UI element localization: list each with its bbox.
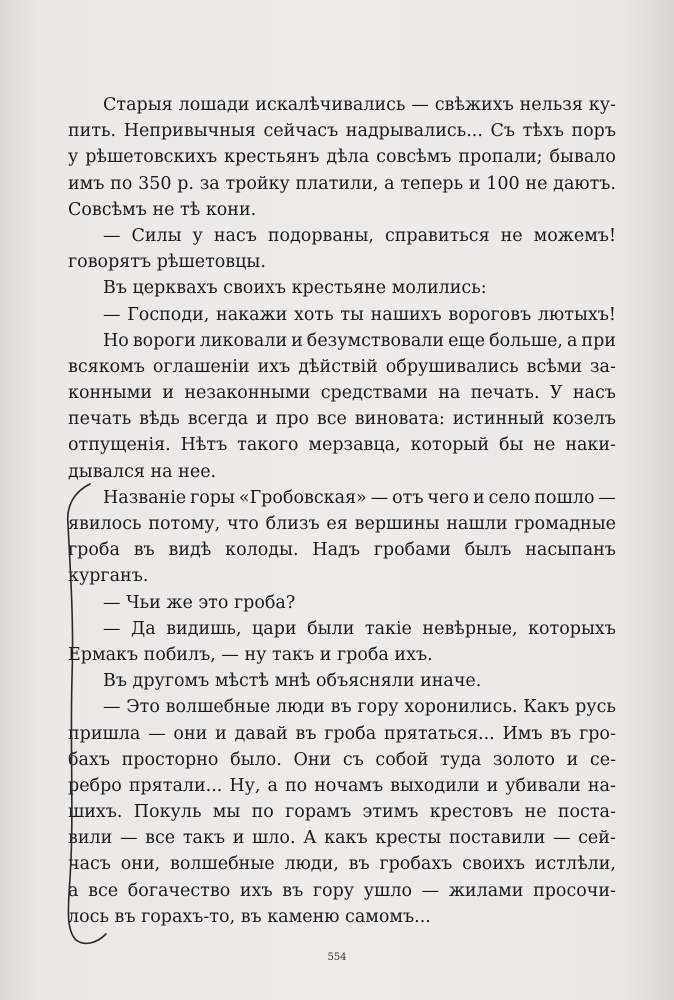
text-line: — Чьи же это гроба? xyxy=(103,592,296,613)
text-line: Въ церквахъ своихъ крестьяне молились: xyxy=(103,278,487,299)
text-line: а все богачество ихъ въ гору ушло — жилами просочи- xyxy=(68,880,616,901)
text-line: дывался на нее. xyxy=(68,461,217,482)
text-line: — Да видишь, цари были такіе невѣрные, которыхъ xyxy=(103,618,616,639)
text-line: — Господи, накажи хоть ты нашихъ вороговъ лютыхъ! xyxy=(103,304,616,325)
text-line: Названіе горы «Гробовская» — отъ чего и село пошло — xyxy=(103,487,616,508)
text-line: у рѣшетовскихъ крестьянъ дѣла совсѣмъ пропали; бывало xyxy=(68,147,616,168)
text-line: вили — все такъ и шло. А какъ кресты поставили — сей- xyxy=(68,828,616,849)
text-line: бахъ просторно было. Они съ собой туда золото и се- xyxy=(68,749,616,770)
text-line: Въ другомъ мѣстѣ мнѣ объясняли иначе. xyxy=(103,671,482,692)
text-line: конными и незаконными средствами на печать. У насъ xyxy=(68,383,616,404)
text-line: пришла — они и давай въ гроба прятаться... Имъ въ гро- xyxy=(68,723,616,744)
text-line: курганъ. xyxy=(68,566,149,587)
text-line: отпущенія. Нѣтъ такого мерзавца, который бы не наки- xyxy=(68,435,616,456)
text-line: всякомъ оглашеніи ихъ дѣйствій обрушивались всѣми за- xyxy=(68,356,616,377)
text-line: Старыя лошади искалѣчивались — свѣжихъ нельзя ку- xyxy=(103,95,616,115)
text-line: часъ они, волшебные люди, въ гробахъ своихъ истлѣли, xyxy=(68,854,616,875)
text-line: печать вѣдь всегда и про все виновата: истинный козелъ xyxy=(68,409,616,430)
text-line: ребро прятали... Ну, а по ночамъ выходили и убивали на- xyxy=(68,775,616,796)
text-line: явилось потому, что близъ ея вершины нашли громадные xyxy=(68,514,616,534)
text-line: лось въ горахъ-то, въ каменю самомъ... xyxy=(68,906,431,927)
text-line: — Это волшебные люди въ гору хоронились. Какъ русь xyxy=(103,697,616,718)
text-line: Совсѣмъ не тѣ кони. xyxy=(68,199,257,220)
text-line: гроба въ видѣ колоды. Надъ гробами былъ насыпанъ xyxy=(68,540,616,561)
text-line: имъ по 350 р. за тройку платили, а теперь и 100 не даютъ. xyxy=(68,173,616,194)
body-text xyxy=(68,92,616,930)
text-line: говорятъ рѣшетовцы. xyxy=(68,252,266,273)
page-number: 554 xyxy=(327,952,347,963)
text-line: Но вороги ликовали и безумствовали еще больше, а при xyxy=(103,330,616,351)
text-line: Ермакъ побилъ, — ну такъ и гроба ихъ. xyxy=(68,644,433,665)
text-line: пить. Непривычныя сейчасъ надрывались... Съ тѣхъ поръ xyxy=(68,121,616,142)
pencil-margin-mark xyxy=(44,478,114,948)
text-line: шихъ. Покуль мы по горамъ этимъ крестовъ не поста- xyxy=(68,802,616,823)
text-line: — Силы у насъ подорваны, справиться не можемъ! xyxy=(103,225,616,246)
